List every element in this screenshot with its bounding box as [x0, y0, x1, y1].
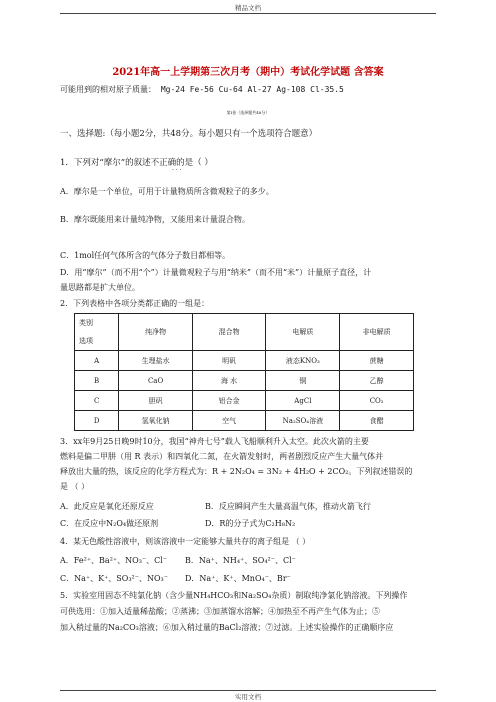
table-header-cell: 混合物 [192, 314, 265, 351]
page-header: 精品文档 [235, 4, 261, 12]
section-title: 第Ⅰ卷（选择题共48分） [226, 110, 270, 115]
q1-option-c: C．1mol任何气体所含的气体分子数目都相等。 [60, 251, 231, 260]
table-cell: Na₂SO₄溶液 [266, 411, 340, 431]
q5-line3: 加入稍过量的Na₂CO₃溶液；⑥加入稍过量的BaCl₂溶液；⑦过滤。上述实验操作的正确顺序应 [60, 623, 394, 632]
q1-option-d-line2: 量思路都是扩大单位。 [60, 283, 140, 292]
q2-stem: 2．下列表格中各项分类都正确的一组是： [60, 299, 210, 308]
table-cell: CaO [119, 371, 193, 391]
table-cell: 食醋 [340, 411, 414, 431]
table-row [75, 391, 414, 411]
table-cell: 生理盐水 [119, 351, 193, 371]
table-cell: AgCl [266, 391, 340, 411]
table-cell: 海 水 [192, 371, 265, 391]
q1-option-a: A．摩尔是一个单位，可用于计量物质所含微观粒子的多少。 [60, 187, 274, 196]
q3-option-c: C．在反应中N₂O₄做还原剂 [60, 519, 159, 528]
table-header-cell [75, 314, 119, 351]
q3-option-d: D．R的分子式为C₂H₈N₂ [205, 519, 296, 528]
table-cell: 铝合金 [192, 391, 265, 411]
q5-line2: 可供选用：①加入适量稀盐酸；②蒸沸；③加蒸馏水溶解；④加热至不再产生气体为止；⑤ [60, 607, 380, 616]
table-cell: 胆矾 [119, 391, 193, 411]
classification-table [74, 313, 414, 431]
table-cell: 明矾 [192, 351, 265, 371]
header-cell-category: 类别 选项 [79, 319, 93, 345]
table-cell: 空气 [192, 411, 265, 431]
table-cell: C [75, 391, 119, 411]
header-rule [60, 13, 436, 14]
table-cell: 乙醇 [340, 371, 414, 391]
table-header-cell: 纯净物 [119, 314, 193, 351]
q1-stem-emph: 不正确 [150, 158, 177, 168]
table-header-cell: 电解质 [266, 314, 340, 351]
page-footer: 实用文档 [235, 693, 261, 701]
part-one-heading: 一、选择题:（每小题2分，共48分。每小题只有一个选项符合题意） [60, 129, 318, 139]
q3-option-b: B．反应瞬间产生大量高温气体，推动火箭飞行 [205, 502, 371, 511]
footer-rule [60, 690, 436, 691]
atomic-masses: 可能用到的相对原子质量： Mg-24 Fe-56 Cu-64 Al-27 Ag-108 Cl-35.5 [60, 85, 344, 94]
q3-line3: 释放出大量的热，该反应的化学方程式为：R + 2N₂O₄ = 3N₂ + 4H₂O + 2CO₂。下列叙述错误的 [60, 467, 413, 476]
table-cell: 液态KNO₃ [266, 351, 340, 371]
table-row [75, 371, 414, 391]
q5-line1: 5．实验室用固态不纯氯化钠（含少量NH₄HCO₃和Na₂SO₄杂质）制取纯净氯化钠溶液。下列操作 [60, 591, 408, 600]
q1-emphasis-dots: · · · [172, 167, 182, 174]
q4-stem: 4．某无色酸性溶液中，则该溶液中一定能够大量共存的离子组是 （ ） [60, 537, 311, 546]
q4-option-c: C．Na⁺、K⁺、SO₃²⁻、NO₃⁻ [60, 574, 168, 583]
table-cell: 氢氧化钠 [119, 411, 193, 431]
table-cell: 蔗糖 [340, 351, 414, 371]
q4-option-a: A．Fe²⁺、Ba²⁺、NO₃⁻、Cl⁻ [60, 556, 168, 565]
q1-option-b: B．摩尔既能用来计量纯净物，又能用来计量混合物。 [60, 215, 250, 224]
table-cell: CO₂ [340, 391, 414, 411]
q3-line1: 3．xx年9月25日晚9时10分，我国“神舟七号”载人飞船顺利升入太空。此次火箭的主要 [60, 437, 369, 446]
exam-title: 2021年高一上学期第三次月考（期中）考试化学试题 含答案 [112, 67, 384, 78]
table-cell: D [75, 411, 119, 431]
table-header-cell: 非电解质 [340, 314, 414, 351]
q3-line2: 燃料是偏二甲肼（用 R 表示）和四氧化二氮，在火箭发射时，两者剧烈反应产生大量气体并 [60, 452, 384, 461]
table-row [75, 411, 414, 431]
table-row [75, 351, 414, 371]
q1-stem [60, 156, 213, 168]
q4-option-b: B．Na⁺、NH₄⁺、SO₄²⁻、Cl⁻ [185, 556, 296, 565]
q1-stem-a: 1．下列对“摩尔”的叙述 [60, 158, 151, 168]
q3-option-a: A．此反应是氧化还原反应 [60, 502, 154, 511]
table-cell: 铜 [266, 371, 340, 391]
q1-option-d-line1: D．用“摩尔”（而不用“个”）计量微观粒子与用“纳米”（而不用“米”）计量原子直径，计 [60, 268, 372, 277]
q1-stem-b: 的是（ ） [176, 158, 213, 168]
q4-option-d: D．Na⁺、K⁺、MnO₄⁻、Br⁻ [185, 574, 291, 583]
table-cell: B [75, 371, 119, 391]
q3-line4: 是 （ ） [60, 482, 90, 491]
table-header-row [75, 314, 414, 351]
table-cell: A [75, 351, 119, 371]
